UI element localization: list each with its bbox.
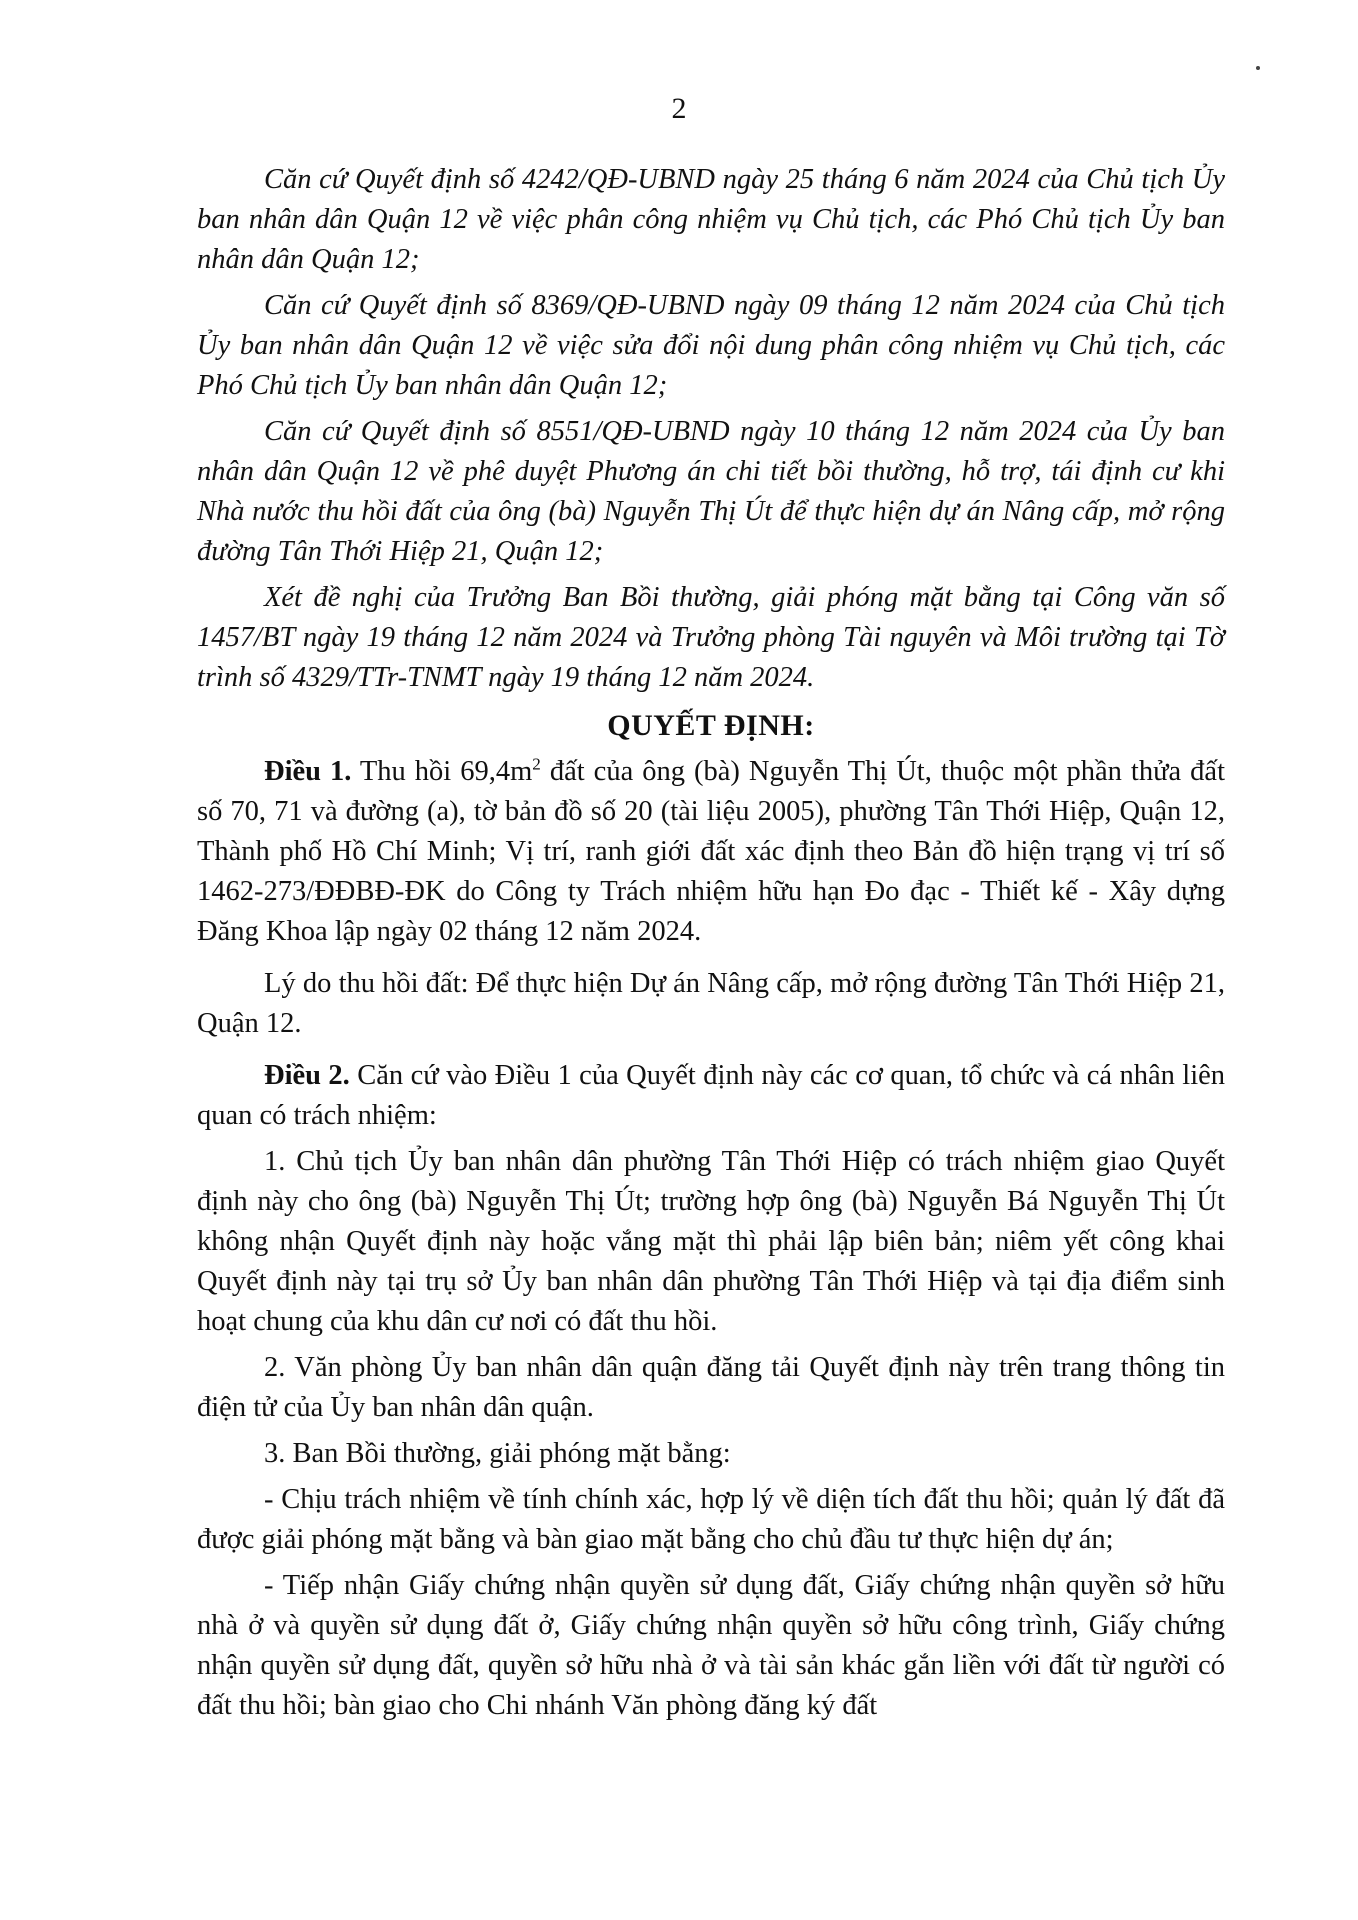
preamble-paragraph: Căn cứ Quyết định số 8369/QĐ-UBND ngày 09 tháng 12 năm 2024 của Chủ tịch Ủy ban nhân dân Quận 12 về việc sửa đổi nội dung phân công nhiệm vụ Chủ tịch, các Phó Chủ tịch Ủy ban nhân dân Quận 12; <box>197 290 1225 401</box>
preamble-paragraph: Xét đề nghị của Trưởng Ban Bồi thường, giải phóng mặt bằng tại Công văn số 1457/BT ngày 19 tháng 12 năm 2024 và Trưởng phòng Tài nguyên và Môi trường tại Tờ trình số 4329/TTr-TNMT ngày 19 tháng 12 năm 2024. <box>197 582 1225 693</box>
article-2-item: - Tiếp nhận Giấy chứng nhận quyền sử dụng đất, Giấy chứng nhận quyền sở hữu nhà ở và quyền sử dụng đất ở, Giấy chứng nhận quyền sở hữu công trình, Giấy chứng nhận quyền sử dụng đất, quyền sở hữu nhà ở và tài sản khác gắn liền với đất từ người có đất thu hồi; bàn giao cho Chi nhánh Văn phòng đăng ký đất <box>197 1570 1225 1721</box>
scan-speck <box>1256 66 1260 70</box>
article-2-paragraph <box>197 1056 1225 1136</box>
article-1-text-start: Thu hồi 69,4m <box>351 756 533 787</box>
document-body <box>197 160 1225 1732</box>
article-2-item: 2. Văn phòng Ủy ban nhân dân quận đăng tải Quyết định này trên trang thông tin điện tử của Ủy ban nhân dân quận. <box>197 1352 1225 1423</box>
article-2-intro: Căn cứ vào Điều 1 của Quyết định này các cơ quan, tổ chức và cá nhân liên quan có trách nhiệm: <box>197 1060 1226 1131</box>
page-number: 2 <box>671 92 687 125</box>
area-unit-superscript: 2 <box>532 754 541 774</box>
article-2-item: 1. Chủ tịch Ủy ban nhân dân phường Tân Thới Hiệp có trách nhiệm giao Quyết định này cho ông (bà) Nguyễn Thị Út; trường hợp ông (bà) Nguyễn Bá Nguyễn Thị Út không nhận Quyết định này hoặc vắng mặt thì phải lập biên bản; niêm yết công khai Quyết định này tại trụ sở Ủy ban nhân dân phường Tân Thới Hiệp và tại địa điểm sinh hoạt chung của khu dân cư nơi có đất thu hồi. <box>197 1146 1225 1337</box>
decision-heading: QUYẾT ĐỊNH: <box>607 709 815 742</box>
preamble-paragraph: Căn cứ Quyết định số 4242/QĐ-UBND ngày 25 tháng 6 năm 2024 của Chủ tịch Ủy ban nhân dân Quận 12 về việc phân công nhiệm vụ Chủ tịch, các Phó Chủ tịch Ủy ban nhân dân Quận 12; <box>197 164 1225 275</box>
article-1-label: Điều 1. <box>264 756 352 787</box>
article-2-label: Điều 2. <box>264 1060 350 1091</box>
article-1-paragraph <box>197 752 1225 952</box>
article-2-item: 3. Ban Bồi thường, giải phóng mặt bằng: <box>264 1438 731 1469</box>
article-1-reason: Lý do thu hồi đất: Để thực hiện Dự án Nâng cấp, mở rộng đường Tân Thới Hiệp 21, Quận 12. <box>197 968 1225 1039</box>
article-2-item: - Chịu trách nhiệm về tính chính xác, hợp lý về diện tích đất thu hồi; quản lý đất đã được giải phóng mặt bằng và bàn giao mặt bằng cho chủ đầu tư thực hiện dự án; <box>197 1484 1225 1555</box>
article-1-text-rest: đất của ông (bà) Nguyễn Thị Út, thuộc một phần thửa đất số 70, 71 và đường (a), tờ bản đồ số 20 (tài liệu 2005), phường Tân Thới Hiệp, Quận 12, Thành phố Hồ Chí Minh; Vị trí, ranh giới đất xác định theo Bản đồ hiện trạng vị trí số 1462-273/ĐĐBĐ-ĐK do Công ty Trách nhiệm hữu hạn Đo đạc - Thiết kế - Xây dựng Đăng Khoa lập ngày 02 tháng 12 năm 2024. <box>197 756 1225 947</box>
preamble-paragraph: Căn cứ Quyết định số 8551/QĐ-UBND ngày 10 tháng 12 năm 2024 của Ủy ban nhân dân Quận 12 về phê duyệt Phương án chi tiết bồi thường, hỗ trợ, tái định cư khi Nhà nước thu hồi đất của ông (bà) Nguyễn Thị Út để thực hiện dự án Nâng cấp, mở rộng đường Tân Thới Hiệp 21, Quận 12; <box>197 416 1225 567</box>
